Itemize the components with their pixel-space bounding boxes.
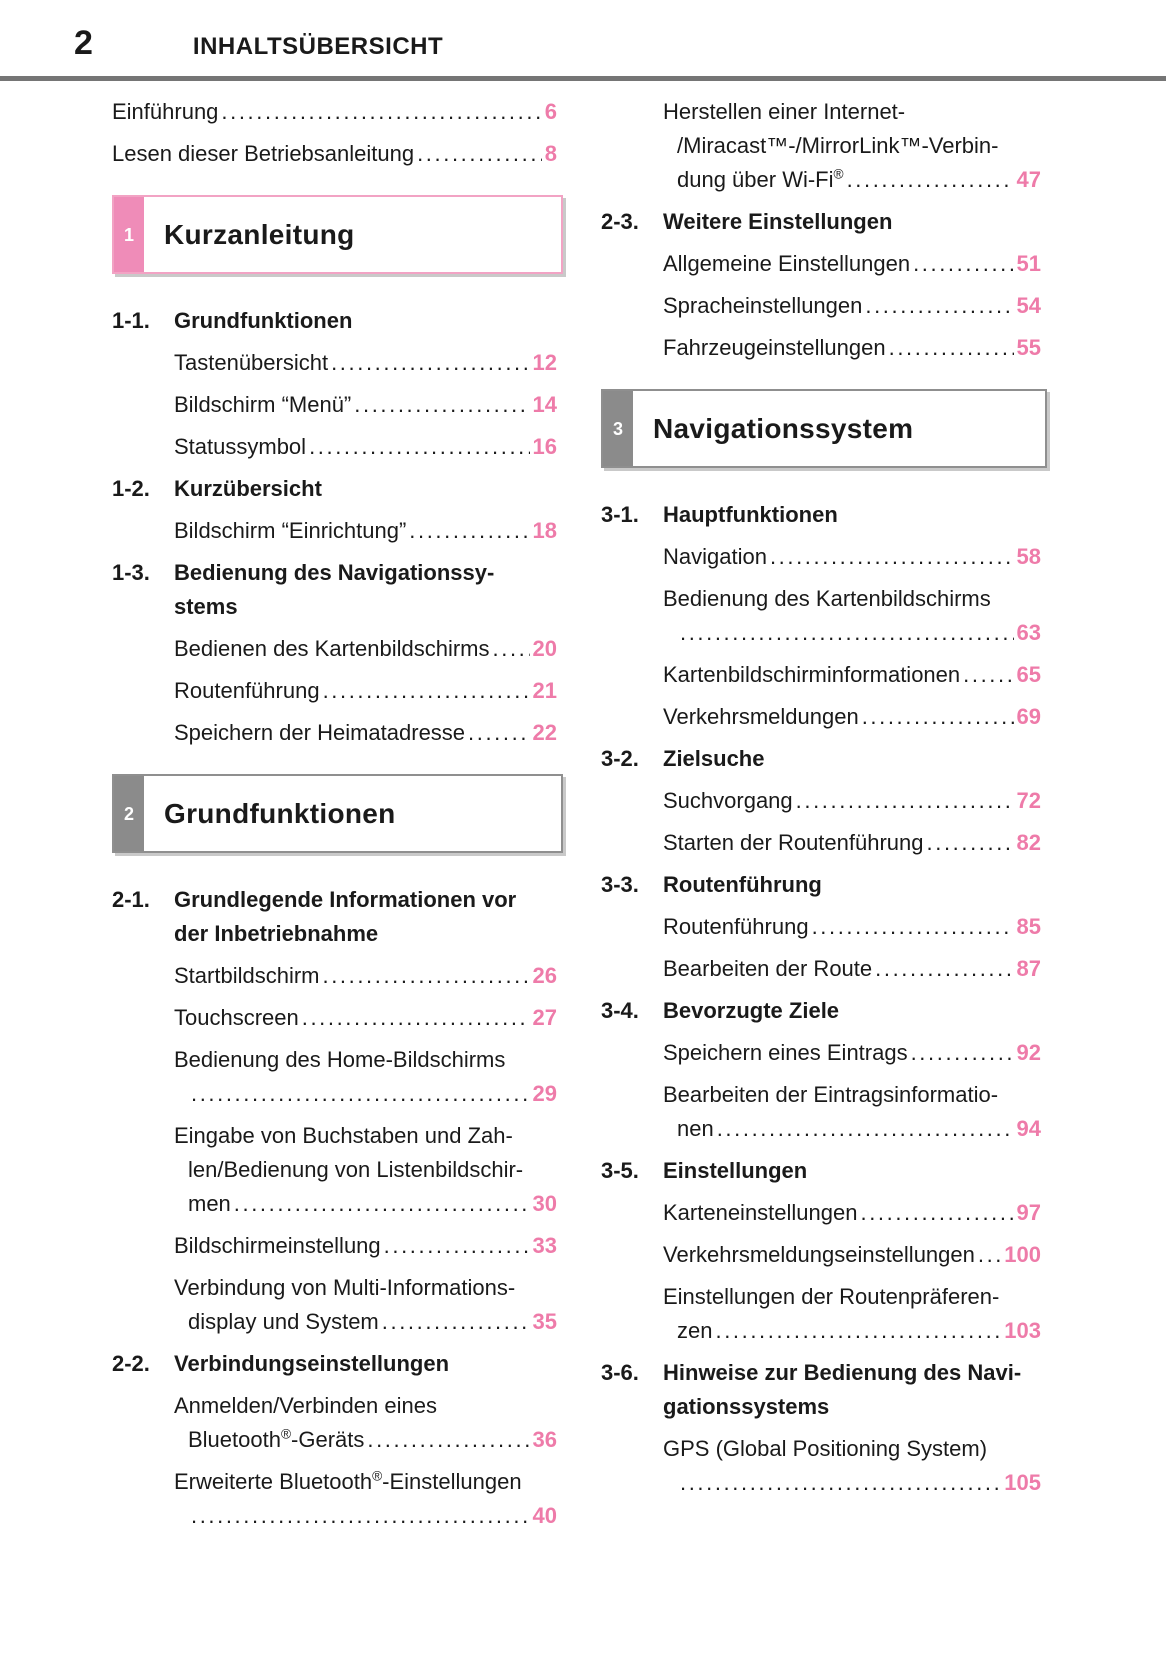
dot-leader: [847, 163, 1014, 197]
toc-entry-text: Bildschirm “Einrichtung”: [174, 518, 407, 543]
toc-entry-line: [663, 582, 1047, 616]
page-ref: 12: [532, 350, 557, 375]
toc-entry-line: [663, 1432, 1047, 1466]
dot-leader: [770, 540, 1014, 574]
toc-entry: [174, 1001, 563, 1035]
toc-entry-text: Bildschirmeinstellung: [174, 1233, 381, 1258]
toc-entry: [663, 952, 1047, 986]
toc-entry: [663, 247, 1047, 281]
dot-leader: [417, 137, 542, 171]
toc-entry-line: [174, 430, 563, 464]
toc-entry-line: [174, 1389, 563, 1423]
page-ref: 82: [1016, 830, 1041, 855]
page-ref: 29: [532, 1081, 557, 1106]
section-entries: [601, 1036, 1047, 1146]
toc-entry-line: [174, 674, 563, 708]
section-heading: [112, 556, 563, 624]
toc-entry-text: Bedienung des Home-Bildschirms: [174, 1047, 506, 1072]
toc-entry-line: [663, 289, 1047, 323]
dot-leader: [384, 1229, 530, 1263]
section-number: 2-2.: [112, 1351, 150, 1376]
toc-entry: [174, 1465, 563, 1533]
page-ref: 54: [1016, 293, 1041, 318]
section-heading: [601, 742, 1047, 776]
toc-entry-text: Routenführung: [663, 914, 809, 939]
section-title-line: Routenführung: [663, 872, 822, 897]
toc-entry-text: Speichern der Heimatadresse: [174, 720, 466, 745]
dot-leader: [875, 952, 1013, 986]
section-entries: [601, 247, 1047, 365]
page-ref: 22: [532, 720, 557, 745]
toc-entry-text: Bedienen des Kartenbildschirms: [174, 636, 490, 661]
toc-entry-line: [663, 1036, 1047, 1070]
toc-entry-line: [663, 95, 1047, 129]
section-heading: [601, 205, 1047, 239]
toc-entry: [174, 1271, 563, 1339]
dot-leader: [323, 674, 530, 708]
section-heading: [112, 472, 563, 506]
section-heading: [601, 1154, 1047, 1188]
section-entries: [112, 514, 563, 548]
toc-entry-line: [663, 1078, 1047, 1112]
toc-entry-line: [174, 1077, 563, 1111]
toc-entry-line: [174, 388, 563, 422]
toc-entry-text: Eingabe von Buchstaben und Zah-: [174, 1123, 513, 1148]
toc-entry-line: [174, 1119, 563, 1153]
section-title: [174, 304, 563, 338]
page-ref: 20: [532, 636, 557, 661]
toc-section: [601, 1356, 1047, 1500]
section-number: 3-1.: [601, 502, 639, 527]
toc-entry: [174, 674, 563, 708]
section-number: 3-2.: [601, 746, 639, 771]
toc-entry: [174, 1229, 563, 1263]
toc-entry: [174, 1043, 563, 1111]
toc-entry-line: [174, 514, 563, 548]
dot-leader: [234, 1187, 530, 1221]
section-entries: [601, 1432, 1047, 1500]
toc-entry-text: /Miracast™-/MirrorLink™-Verbin-: [677, 133, 999, 158]
toc-entry-line: [112, 137, 563, 171]
page-ref: 47: [1016, 167, 1041, 192]
toc-section: [112, 304, 563, 464]
toc-entry-line: [174, 632, 563, 666]
toc-entry: [663, 784, 1047, 818]
toc-section: [601, 205, 1047, 365]
toc-entry-text: Routenführung: [174, 678, 320, 703]
section-heading: [112, 304, 563, 338]
toc-entry: [174, 388, 563, 422]
chapter-title: Kurzanleitung: [164, 218, 355, 250]
page-ref: 55: [1016, 335, 1041, 360]
dot-leader: [927, 826, 1014, 860]
toc-section: [112, 472, 563, 548]
section-title-line: Verbindungseinstellungen: [174, 1351, 450, 1376]
section-number: 2-3.: [601, 209, 639, 234]
toc-entry-line: [663, 540, 1047, 574]
page-ref: 36: [532, 1427, 557, 1452]
dot-leader: [309, 430, 529, 464]
toc-entry: [663, 826, 1047, 860]
section-title-line: Bedienung des Navigationssy-: [174, 560, 495, 585]
toc-entry-text: Verkehrsmeldungen: [663, 704, 859, 729]
toc-entry-text: len/Bedienung von Listenbildschir-: [188, 1157, 524, 1182]
toc-entry: [663, 1432, 1047, 1500]
dot-leader: [354, 388, 529, 422]
page-ref: 26: [532, 963, 557, 988]
toc-entry-line: [663, 910, 1047, 944]
page-ref: 16: [532, 434, 557, 459]
section-title-line: Zielsuche: [663, 746, 765, 771]
toc-entry-line: [174, 1465, 563, 1499]
section-title: [174, 883, 563, 951]
toc-entry: [663, 700, 1047, 734]
chapter-box: [112, 774, 563, 853]
toc-entry-text: Lesen dieser Betriebsanleitung: [112, 141, 415, 166]
toc-entry-line: [663, 247, 1047, 281]
toc-entry-text: Suchvorgang: [663, 788, 793, 813]
toc-entry-text: Spracheinstellungen: [663, 293, 863, 318]
toc-entry-text: Anmelden/Verbinden eines: [174, 1393, 437, 1418]
toc-entry-line: [663, 784, 1047, 818]
toc-entry-text: Startbildschirm: [174, 963, 320, 988]
chapter-number: 2: [123, 803, 134, 824]
toc-entry: [663, 1280, 1047, 1348]
toc-entry: [663, 95, 1047, 197]
dot-leader: [911, 1036, 1014, 1070]
toc-entry: [174, 632, 563, 666]
section-title-line: Kurzübersicht: [174, 476, 322, 501]
page-ref: 6: [544, 99, 557, 124]
toc-entries-group: [601, 95, 1047, 197]
toc-entry-line: [663, 1466, 1047, 1500]
toc-entry-text: nen: [677, 1116, 714, 1141]
toc-entry: [112, 95, 563, 129]
toc-section: [601, 994, 1047, 1146]
toc-entry-line: [663, 129, 1047, 163]
toc-entry-line: [663, 658, 1047, 692]
toc-entry-text: Karteneinstellungen: [663, 1200, 858, 1225]
toc-entry-text: Allgemeine Einstellungen: [663, 251, 911, 276]
section-title-line: Weitere Einstellungen: [663, 209, 893, 234]
dot-leader: [717, 1112, 1014, 1146]
page-ref: 103: [1004, 1318, 1041, 1343]
toc-entry-text: zen: [677, 1318, 713, 1343]
toc-entry-text: Verbindung von Multi-Informations-: [174, 1275, 516, 1300]
page-number: 2: [74, 24, 93, 62]
toc-entry-text: Navigation: [663, 544, 767, 569]
section-entries: [112, 346, 563, 464]
toc-entry: [663, 1196, 1047, 1230]
section-title: [663, 205, 1047, 239]
page-ref: 40: [532, 1503, 557, 1528]
chapter-title: Grundfunktionen: [164, 797, 396, 829]
toc-entry-text: Statussymbol: [174, 434, 307, 459]
toc-entry-line: [174, 1499, 563, 1533]
dot-leader: [191, 1077, 530, 1111]
chapter-number: 3: [612, 418, 623, 439]
section-entries: [601, 1196, 1047, 1348]
toc-entry-line: [174, 1271, 563, 1305]
toc-entry: [174, 1119, 563, 1221]
dot-leader: [322, 959, 529, 993]
section-entries: [601, 784, 1047, 860]
toc-section: [601, 742, 1047, 860]
toc-section: [112, 1347, 563, 1533]
toc-section: [601, 498, 1047, 734]
toc-entry-text: Bearbeiten der Route: [663, 956, 873, 981]
section-title-line: der Inbetriebnahme: [174, 921, 379, 946]
dot-leader: [812, 910, 1014, 944]
section-title-line: Hinweise zur Bedienung des Navi-: [663, 1360, 1022, 1385]
toc-entry-text: men: [188, 1191, 231, 1216]
dot-leader: [302, 1001, 530, 1035]
toc-column-right: [601, 95, 1047, 1541]
section-title-line: Bevorzugte Ziele: [663, 998, 840, 1023]
section-entries: [112, 632, 563, 750]
toc-entry: [663, 1036, 1047, 1070]
toc-entry-text: Kartenbildschirminformationen: [663, 662, 961, 687]
page-ref: 58: [1016, 544, 1041, 569]
section-number: 3-5.: [601, 1158, 639, 1183]
page-ref: 69: [1016, 704, 1041, 729]
toc-entry: [663, 331, 1047, 365]
section-entries: [601, 910, 1047, 986]
page-ref: 94: [1016, 1116, 1041, 1141]
page-ref: 35: [532, 1309, 557, 1334]
page-ref: 65: [1016, 662, 1041, 687]
toc-entries-group: [112, 95, 563, 171]
toc-entry: [174, 1389, 563, 1457]
dot-leader: [796, 784, 1014, 818]
section-title: [174, 556, 563, 624]
toc-entry-line: [663, 1314, 1047, 1348]
section-number: 1-3.: [112, 560, 150, 585]
page-ref: 14: [532, 392, 557, 417]
section-title-line: Grundfunktionen: [174, 308, 353, 333]
section-entries: [112, 959, 563, 1339]
registered-mark: ®: [280, 1426, 292, 1442]
toc-section: [601, 868, 1047, 986]
toc-entry-text: Herstellen einer Internet-: [663, 99, 906, 124]
dot-leader: [978, 1238, 1001, 1272]
section-heading: [601, 498, 1047, 532]
toc-section: [112, 883, 563, 1339]
toc-entry-text: Einstellungen der Routenpräferen-: [663, 1284, 1000, 1309]
page-ref: 97: [1016, 1200, 1041, 1225]
section-title-line: stems: [174, 594, 238, 619]
toc-entry-text: Starten der Routenführung: [663, 830, 924, 855]
toc-entry-line: [663, 952, 1047, 986]
page-ref: 63: [1016, 620, 1041, 645]
toc-entry-line: [174, 716, 563, 750]
page-ref: 92: [1016, 1040, 1041, 1065]
toc-entry: [663, 540, 1047, 574]
toc-entry-text: Touchscreen: [174, 1005, 299, 1030]
toc-section: [601, 1154, 1047, 1348]
page-ref: 85: [1016, 914, 1041, 939]
toc-entry: [174, 959, 563, 993]
toc-column-left: [112, 95, 563, 1541]
toc-entry: [174, 716, 563, 750]
dot-leader: [860, 1196, 1013, 1230]
dot-leader: [913, 247, 1013, 281]
toc-columns: [0, 81, 1166, 1541]
section-number: 1-2.: [112, 476, 150, 501]
toc-entry-line: [663, 1196, 1047, 1230]
dot-leader: [963, 658, 1013, 692]
dot-leader: [862, 700, 1014, 734]
dot-leader: [331, 346, 529, 380]
toc-section: [112, 556, 563, 750]
toc-entry-line: [663, 826, 1047, 860]
toc-entry-line: [663, 163, 1047, 197]
dot-leader: [680, 616, 1014, 650]
toc-entry-line: [174, 1187, 563, 1221]
chapter-number-tab: [603, 391, 633, 466]
chapter-number-tab: [114, 776, 144, 851]
toc-entry: [663, 289, 1047, 323]
toc-entry-line: [174, 1043, 563, 1077]
section-title: [174, 1347, 563, 1381]
chapter-number: 1: [123, 224, 134, 245]
toc-entry-text: Speichern eines Eintrags: [663, 1040, 908, 1065]
section-title: [174, 472, 563, 506]
toc-entry-text: Tastenübersicht: [174, 350, 329, 375]
section-number: 1-1.: [112, 308, 150, 333]
section-title: [663, 1154, 1047, 1188]
section-number: 2-1.: [112, 887, 150, 912]
toc-entry: [174, 514, 563, 548]
toc-entry-text: Bluetooth®-Geräts: [188, 1426, 365, 1452]
toc-entry-line: [174, 959, 563, 993]
dot-leader: [409, 514, 529, 548]
toc-entry-line: [663, 1112, 1047, 1146]
section-title-line: Einstellungen: [663, 1158, 808, 1183]
page-ref: 100: [1004, 1242, 1041, 1267]
toc-entry-text: Bedienung des Kartenbildschirms: [663, 586, 991, 611]
section-heading: [112, 1347, 563, 1381]
page-ref: 51: [1016, 251, 1041, 276]
toc-entry-line: [663, 616, 1047, 650]
section-title: [663, 742, 1047, 776]
section-title-line: Grundlegende Informationen vor: [174, 887, 517, 912]
toc-entry-text: Bearbeiten der Eintragsinformatio-: [663, 1082, 999, 1107]
toc-entry: [663, 1238, 1047, 1272]
registered-mark: ®: [833, 166, 844, 182]
toc-entry-text: Verkehrsmeldungseinstellungen: [663, 1242, 975, 1267]
toc-entry-line: [112, 95, 563, 129]
toc-entry-line: [174, 1001, 563, 1035]
page-ref: 8: [544, 141, 557, 166]
page-ref: 21: [532, 678, 557, 703]
toc-entry: [663, 910, 1047, 944]
page-ref: 105: [1004, 1470, 1041, 1495]
toc-entry-text: GPS (Global Positioning System): [663, 1436, 988, 1461]
toc-entry: [663, 1078, 1047, 1146]
toc-entry-line: [663, 331, 1047, 365]
toc-entry: [663, 658, 1047, 692]
toc-entry-line: [174, 1229, 563, 1263]
toc-entry-text: display und System: [188, 1309, 379, 1334]
section-number: 3-6.: [601, 1360, 639, 1385]
section-number: 3-4.: [601, 998, 639, 1023]
section-title-line: Hauptfunktionen: [663, 502, 838, 527]
toc-entry-line: [663, 700, 1047, 734]
toc-entry-text: Einführung: [112, 99, 219, 124]
dot-leader: [468, 716, 529, 750]
section-heading: [601, 868, 1047, 902]
section-heading: [601, 1356, 1047, 1424]
section-heading: [112, 883, 563, 951]
toc-entry-line: [174, 1423, 563, 1457]
toc-entry-text: Fahrzeugeinstellungen: [663, 335, 886, 360]
dot-leader: [191, 1499, 530, 1533]
page-ref: 87: [1016, 956, 1041, 981]
page-header-title: INHALTSÜBERSICHT: [192, 33, 444, 60]
dot-leader: [367, 1423, 529, 1457]
chapter-box: [112, 195, 563, 274]
dot-leader: [382, 1305, 530, 1339]
registered-mark: ®: [372, 1468, 383, 1484]
section-title-line: gationssystems: [663, 1394, 830, 1419]
section-title: [663, 994, 1047, 1028]
section-title: [663, 1356, 1047, 1424]
toc-entry-line: [663, 1238, 1047, 1272]
chapter-title: Navigationssystem: [653, 412, 914, 444]
section-entries: [112, 1389, 563, 1533]
toc-entry-line: [174, 1153, 563, 1187]
toc-entry: [174, 430, 563, 464]
section-title: [663, 498, 1047, 532]
page-header: [0, 0, 1166, 63]
chapter-number-tab: [114, 197, 144, 272]
dot-leader: [493, 632, 530, 666]
toc-entry-line: [663, 1280, 1047, 1314]
toc-entry: [112, 137, 563, 171]
section-entries: [601, 540, 1047, 734]
page-ref: 72: [1016, 788, 1041, 813]
page-ref: 27: [532, 1005, 557, 1030]
page-ref: 18: [532, 518, 557, 543]
page-ref: 33: [532, 1233, 557, 1258]
section-number: 3-3.: [601, 872, 639, 897]
dot-leader: [889, 331, 1014, 365]
toc-entry: [663, 582, 1047, 650]
toc-entry-line: [174, 1305, 563, 1339]
dot-leader: [715, 1314, 1001, 1348]
toc-entry-text: Erweiterte Bluetooth®-Einstellungen: [174, 1468, 522, 1494]
dot-leader: [221, 95, 541, 129]
dot-leader: [680, 1466, 1001, 1500]
page-ref: 30: [532, 1191, 557, 1216]
chapter-box: [601, 389, 1047, 468]
toc-entry-line: [174, 346, 563, 380]
section-heading: [601, 994, 1047, 1028]
dot-leader: [865, 289, 1013, 323]
toc-entry-text: Bildschirm “Menü”: [174, 392, 352, 417]
toc-entry: [174, 346, 563, 380]
toc-entry-text: dung über Wi-Fi®: [677, 166, 844, 192]
section-title: [663, 868, 1047, 902]
